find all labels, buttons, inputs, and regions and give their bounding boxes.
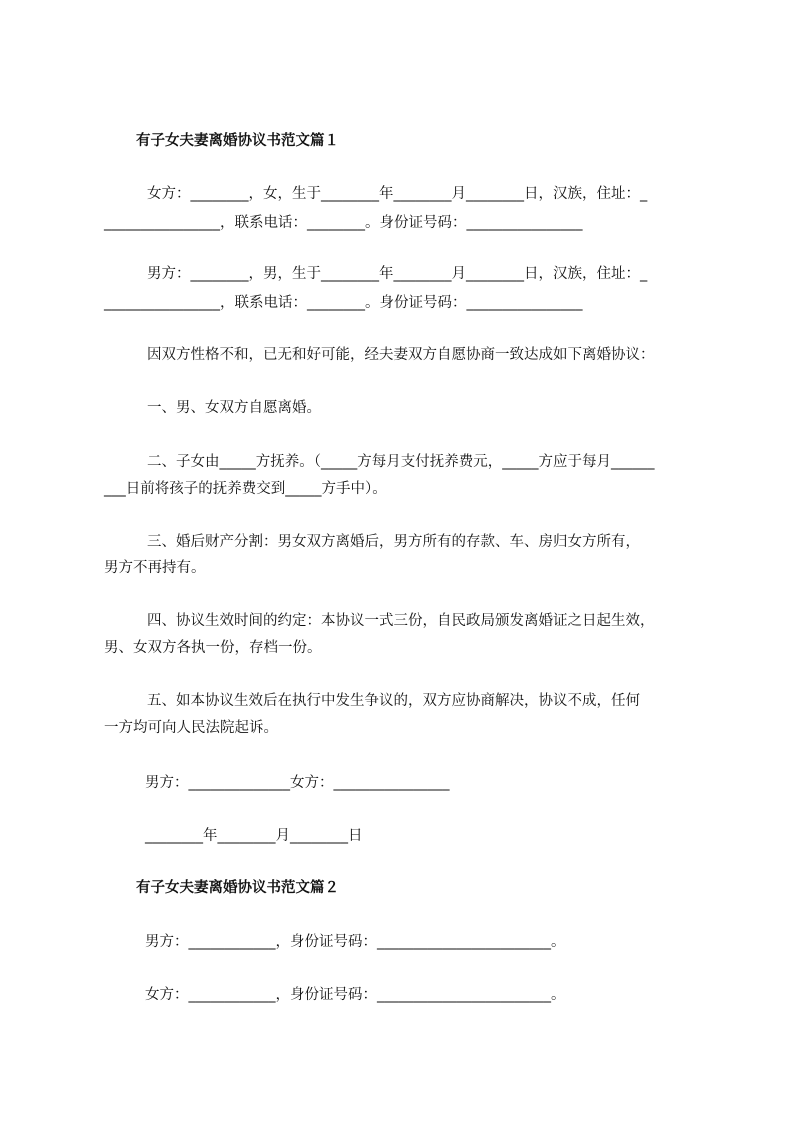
clause-3-line-2: 男方不再持有。 — [104, 560, 206, 576]
clause-3-line-1: 三、婚后财产分割：男女双方离婚后，男方所有的存款、车、房归女方所有， — [147, 534, 640, 550]
section-1-title: 有子女夫妻离婚协议书范文篇１ — [136, 133, 339, 149]
clause-4-line-2: 男、女双方各执一份，存档一份。 — [104, 640, 322, 656]
male-id-line: 男方：____________，身份证号码：________________________。 — [145, 934, 566, 950]
clause-5-line-2: 一方均可向人民法院起诉。 — [104, 720, 278, 736]
clause-5-line-1: 五、如本协议生效后在执行中发生争议的，双方应协商解决，协议不成，任何 — [147, 693, 640, 709]
section-2-title: 有子女夫妻离婚协议书范文篇２ — [136, 880, 339, 896]
clause-2-line-1: 二、子女由_____方抚养。（_____方每月支付抚养费元，_____方应于每月______ — [147, 454, 655, 470]
female-id-line: 女方：____________，身份证号码：________________________。 — [145, 987, 566, 1003]
signature-line: 男方：______________女方：________________ — [145, 775, 450, 791]
clause-1: 一、男、女双方自愿离婚。 — [147, 400, 321, 416]
clause-2-line-2: ___日前将孩子的抚养费交到_____方手中）。 — [104, 481, 387, 497]
male-info-line-1: 男方：________，男，生于________年________月________日，汉族，住址：_ — [147, 266, 648, 282]
agreement-intro: 因双方性格不和，已无和好可能，经夫妻双方自愿协商一致达成如下离婚协议： — [147, 347, 655, 363]
female-info-line-1: 女方：________，女，生于________年________月________日，汉族，住址：_ — [147, 186, 648, 202]
clause-4-line-1: 四、协议生效时间的约定：本协议一式三份，自民政局颁发离婚证之日起生效， — [147, 613, 655, 629]
date-line: ________年________月________日 — [145, 828, 363, 844]
female-info-line-2: ________________，联系电话：________。身份证号码：________________ — [104, 215, 583, 231]
male-info-line-2: ________________，联系电话：________。身份证号码：________________ — [104, 295, 583, 311]
